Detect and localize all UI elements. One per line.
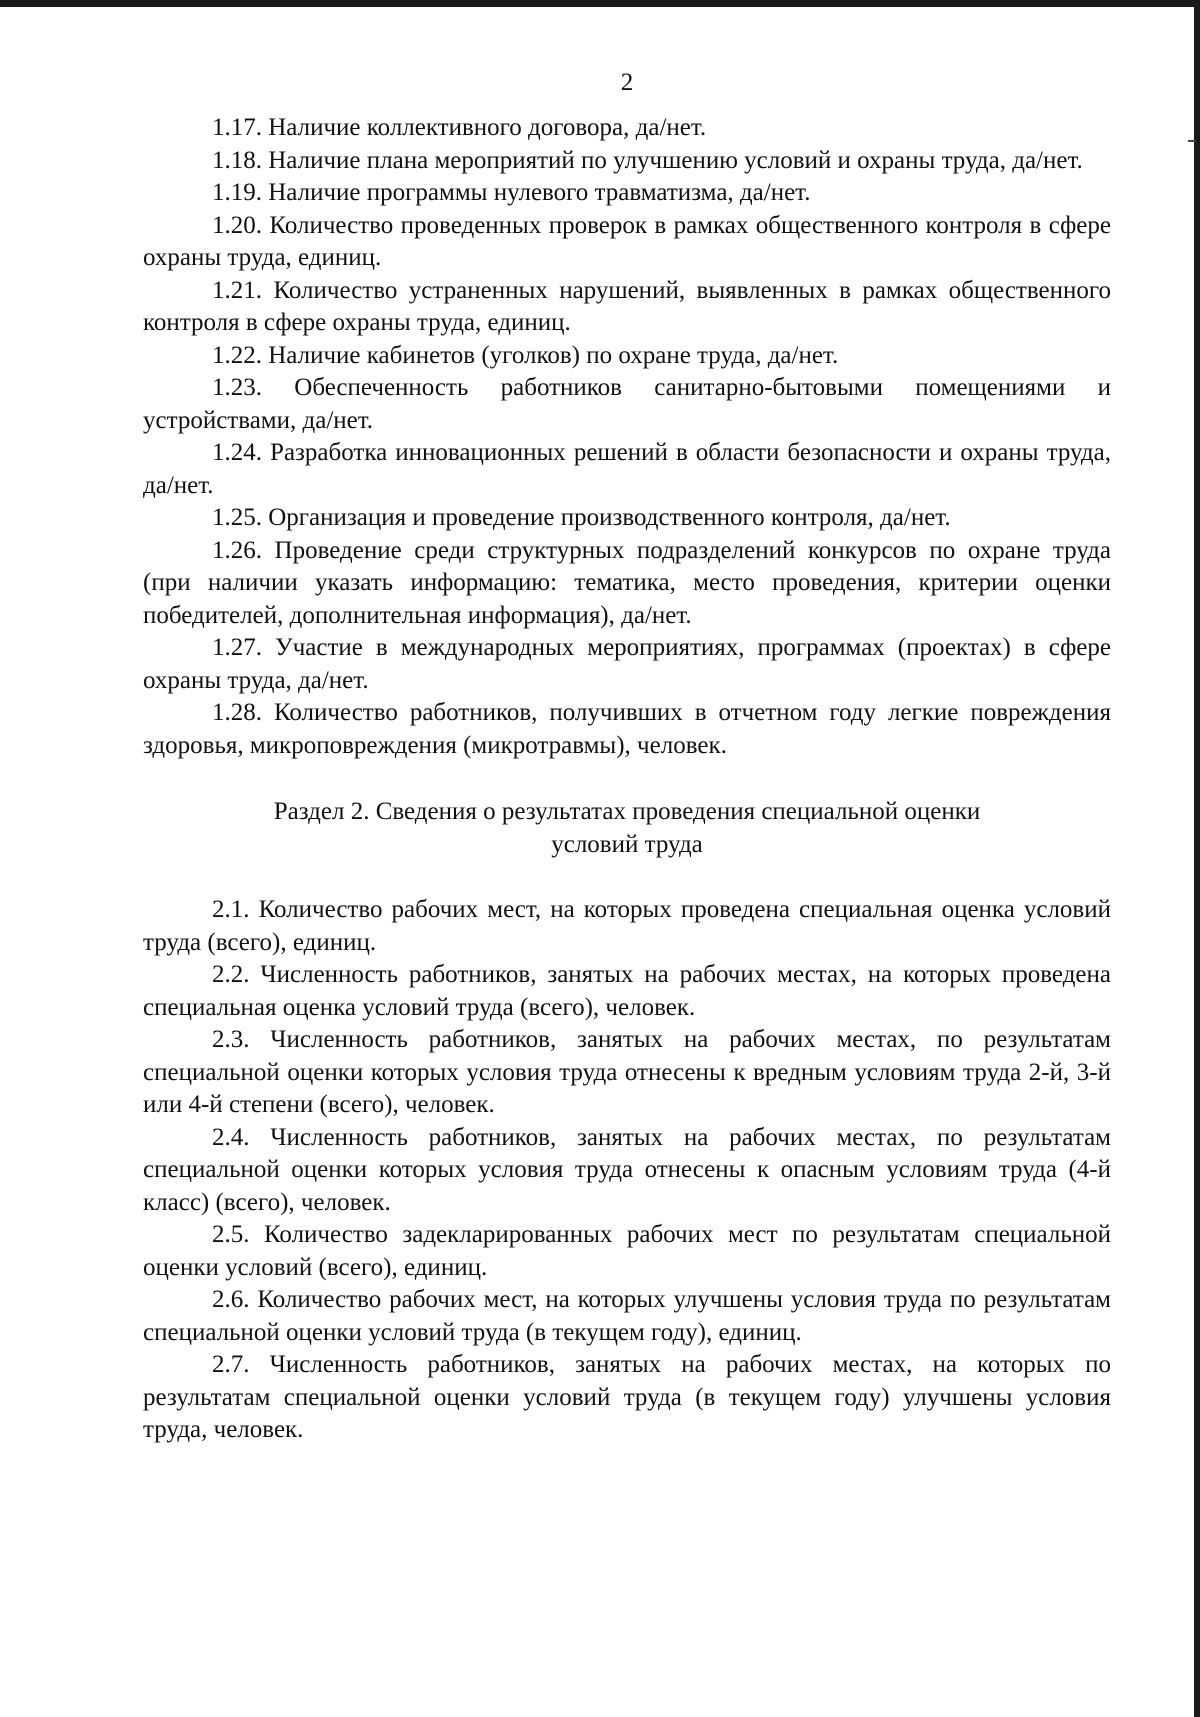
item-2-1: 2.1. Количество рабочих мест, на которых проведена специальная оценка условий труда (всего), единиц. [143, 896, 1111, 956]
item-2-6: 2.6. Количество рабочих мест, на которых улучшены условия труда по результатам специальной оценки условий труда (в текущем году), единиц. [143, 1286, 1111, 1346]
scan-border-right [1194, 0, 1200, 1717]
section-2-heading-line2: условий труда [551, 830, 703, 858]
margin-mark [1188, 140, 1196, 142]
item-1-28: 1.28. Количество работников, получивших в отчетном году легкие повреждения здоровья, микроповреждения (микротравмы), человек. [143, 699, 1111, 759]
item-1-27: 1.27. Участие в международных мероприятиях, программах (проектах) в сфере охраны труда, да/нет. [143, 634, 1111, 694]
item-1-25: 1.25. Организация и проведение производственного контроля, да/нет. [212, 504, 951, 531]
item-2-3: 2.3. Численность работников, занятых на рабочих местах, по результатам специальной оценки которых условия труда отнесены к вредным условиям труда 2-й, 3-й или 4-й степени (всего), человек. [143, 1026, 1111, 1118]
item-2-7: 2.7. Численность работников, занятых на рабочих местах, на которых по результатам специальной оценки условий труда (в текущем году) улучшены условия труда, человек. [143, 1351, 1111, 1443]
item-2-5: 2.5. Количество задекларированных рабочих мест по результатам специальной оценки условий (всего), единиц. [143, 1221, 1111, 1281]
item-1-20: 1.20. Количество проведенных проверок в рамках общественного контроля в сфере охраны труда, единиц. [143, 211, 1111, 271]
section-2-heading [143, 796, 1111, 861]
item-1-23: 1.23. Обеспеченность работников санитарно-бытовыми помещениями и устройствами, да/нет. [143, 374, 1111, 434]
item-1-22: 1.22. Наличие кабинетов (уголков) по охране труда, да/нет. [212, 341, 839, 369]
item-1-18: 1.18. Наличие плана мероприятий по улучшению условий и охраны труда, да/нет. [212, 146, 1083, 174]
section-2-heading-line1: Раздел 2. Сведения о результатах проведения специальной оценки [273, 798, 981, 825]
item-1-26: 1.26. Проведение среди структурных подразделений конкурсов по охране труда (при наличии указать информацию: тематика, место проведения, критерии оценки победителей, дополнительная информация), да/нет. [143, 536, 1111, 629]
item-1-19: 1.19. Наличие программы нулевого травматизма, да/нет. [212, 179, 811, 206]
item-1-21: 1.21. Количество устраненных нарушений, выявленных в рамках общественного контроля в сфере охраны труда, единиц. [143, 276, 1111, 336]
item-1-17: 1.17. Наличие коллективного договора, да/нет. [212, 114, 707, 141]
document-page [143, 66, 1111, 1447]
page-number: 2 [620, 69, 634, 96]
item-2-4: 2.4. Численность работников, занятых на рабочих местах, по результатам специальной оценки которых условия труда отнесены к опасным условиям труда (4-й класс) (всего), человек. [143, 1123, 1111, 1216]
scan-border-top [0, 0, 1200, 7]
item-2-2: 2.2. Численность работников, занятых на рабочих местах, на которых проведена специальная оценка условий труда (всего), человек. [143, 961, 1111, 1021]
item-1-24: 1.24. Разработка инновационных решений в области безопасности и охраны труда, да/нет. [143, 439, 1111, 499]
